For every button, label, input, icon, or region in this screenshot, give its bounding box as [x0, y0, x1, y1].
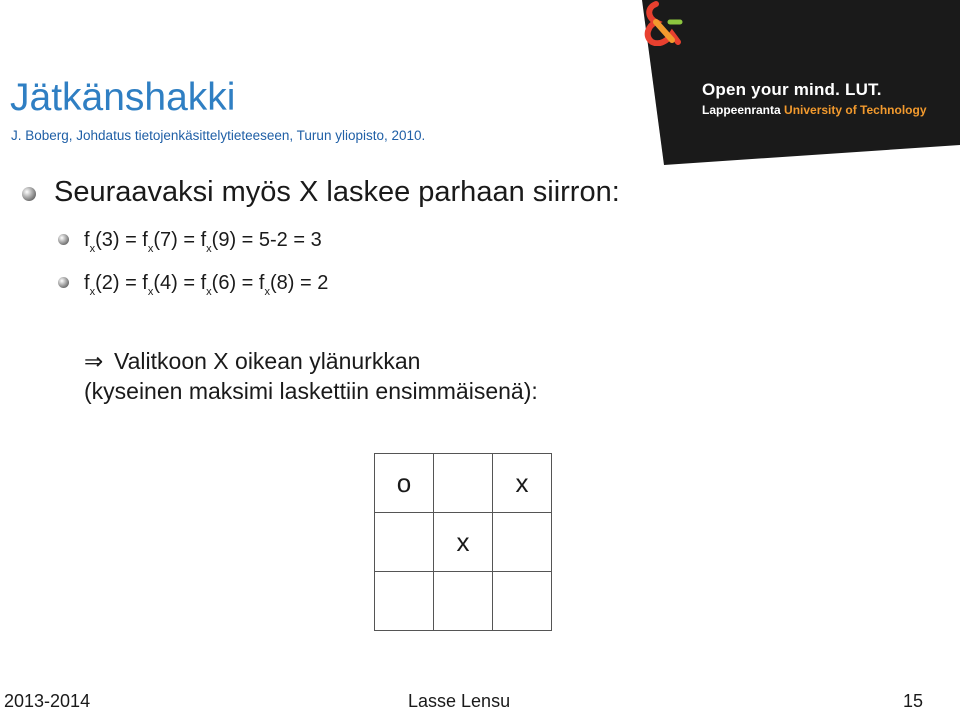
board-cell [375, 513, 434, 572]
brand-university [702, 103, 927, 117]
board-cell [493, 572, 552, 631]
footer-years: 2013-2014 [4, 691, 91, 711]
main-point: Seuraavaksi myös X laskee parhaan siirron: [54, 176, 620, 208]
slide-title: Jätkänshakki [10, 76, 236, 119]
tic-tac-toe-board [374, 453, 552, 631]
footer-author: Lasse Lensu [408, 691, 511, 711]
citation: J. Boberg, Johdatus tietojenkäsittelytieteeseen, Turun yliopisto, 2010. [11, 128, 426, 143]
ampersand-logo-icon [642, 0, 684, 46]
board-cell [434, 454, 493, 513]
implies-arrow-icon: ⇒ [84, 348, 104, 374]
university-prefix: Lappeenranta [702, 103, 781, 117]
board-cell [375, 572, 434, 631]
conclusion-line-1: ⇒ Valitkoon X oikean ylänurkkan [84, 348, 421, 374]
equation-line-1: $f_x(3) = f_x(7) = f_x(9) = 5-2 = 3$ [84, 229, 322, 255]
bullet-icon [58, 277, 69, 288]
bullet-icon [58, 234, 69, 245]
conclusion-line-2: (kyseinen maksimi laskettiin ensimmäisenä): [84, 378, 538, 404]
board-cell: x [434, 513, 493, 572]
university-banner [642, 0, 960, 165]
bullet-icon [22, 187, 36, 201]
board-cell [493, 513, 552, 572]
university-highlight: University of Technology [784, 103, 927, 117]
conclusion [84, 346, 538, 406]
board-cell: x [493, 454, 552, 513]
page-number: 15 [903, 691, 924, 711]
brand-slogan: Open your mind. LUT. [702, 80, 882, 99]
equation-line-2: $f_x(2) = f_x(4) = f_x(6) = f_x(8) = 2$ [84, 272, 329, 298]
board-cell [434, 572, 493, 631]
board-cell: o [375, 454, 434, 513]
